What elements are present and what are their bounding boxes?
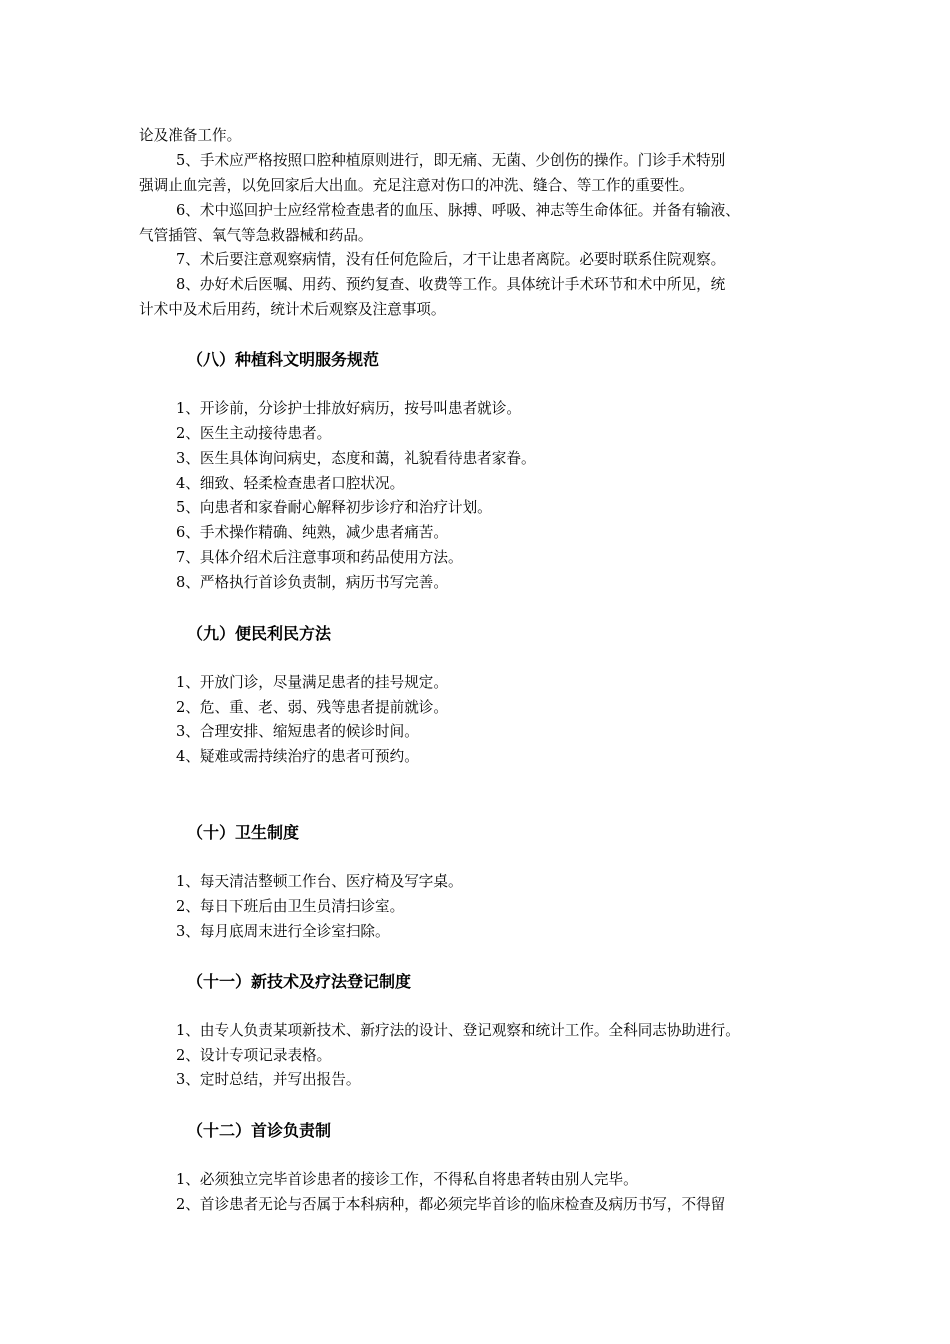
list-item: 1、开诊前，分诊护士排放好病历，按号叫患者就诊。 — [176, 400, 521, 417]
list-item: 2、危、重、老、弱、残等患者提前就诊。 — [176, 699, 448, 716]
list-item: 3、定时总结，并写出报告。 — [176, 1071, 361, 1088]
section-heading: （十）卫生制度 — [187, 823, 300, 842]
list-item: 7、具体介绍术后注意事项和药品使用方法。 — [176, 549, 463, 566]
list-item: 2、首诊患者无论与否属于本科病种，都必须完毕首诊的临床检查及病历书写，不得留 — [176, 1196, 726, 1213]
list-item: 2、每日下班后由卫生员清扫诊室。 — [176, 898, 405, 915]
intro-line: 8、办好术后医嘱、用药、预约复查、收费等工作。具体统计手术环节和术中所见，统 — [176, 276, 726, 293]
section-heading: （十一）新技术及疗法登记制度 — [187, 972, 412, 991]
list-item: 3、每月底周末进行全诊室扫除。 — [176, 923, 390, 940]
section-heading: （十二）首诊负责制 — [187, 1121, 332, 1140]
intro-line: 论及准备工作。 — [139, 127, 242, 144]
intro-line: 6、术中巡回护士应经常检查患者的血压、脉搏、呼吸、神志等生命体征。并备有输液、 — [176, 202, 740, 219]
list-item: 4、疑难或需持续治疗的患者可预约。 — [176, 748, 419, 765]
intro-line: 7、术后要注意观察病情，没有任何危险后，才干让患者离院。必要时联系住院观察。 — [176, 251, 726, 268]
intro-line: 气管插管、氧气等急救器械和药品。 — [139, 227, 373, 244]
section-heading: （九）便民利民方法 — [187, 624, 332, 643]
list-item: 8、严格执行首诊负责制，病历书写完善。 — [176, 574, 448, 591]
list-item: 1、必须独立完毕首诊患者的接诊工作，不得私自将患者转由别人完毕。 — [176, 1171, 638, 1188]
list-item: 3、合理安排、缩短患者的候诊时间。 — [176, 723, 419, 740]
list-item: 6、手术操作精确、纯熟，减少患者痛苦。 — [176, 524, 448, 541]
list-item: 1、每天清洁整顿工作台、医疗椅及写字桌。 — [176, 873, 463, 890]
list-item: 1、开放门诊，尽量满足患者的挂号规定。 — [176, 674, 448, 691]
list-item: 2、设计专项记录表格。 — [176, 1047, 332, 1064]
list-item: 5、向患者和家眷耐心解释初步诊疗和治疗计划。 — [176, 499, 492, 516]
section-heading: （八）种植科文明服务规范 — [187, 350, 380, 369]
list-item: 1、由专人负责某项新技术、新疗法的设计、登记观察和统计工作。全科同志协助进行。 — [176, 1022, 740, 1039]
intro-line: 强调止血完善，以免回家后大出血。充足注意对伤口的冲洗、缝合、等工作的重要性。 — [139, 177, 694, 194]
list-item: 2、医生主动接待患者。 — [176, 425, 332, 442]
intro-line: 5、手术应严格按照口腔种植原则进行，即无痛、无菌、少创伤的操作。门诊手术特别 — [176, 152, 726, 169]
intro-line: 计术中及术后用药，统计术后观察及注意事项。 — [139, 301, 446, 318]
list-item: 4、细致、轻柔检查患者口腔状况。 — [176, 475, 405, 492]
list-item: 3、医生具体询问病史，态度和蔼，礼貌看待患者家眷。 — [176, 450, 536, 467]
